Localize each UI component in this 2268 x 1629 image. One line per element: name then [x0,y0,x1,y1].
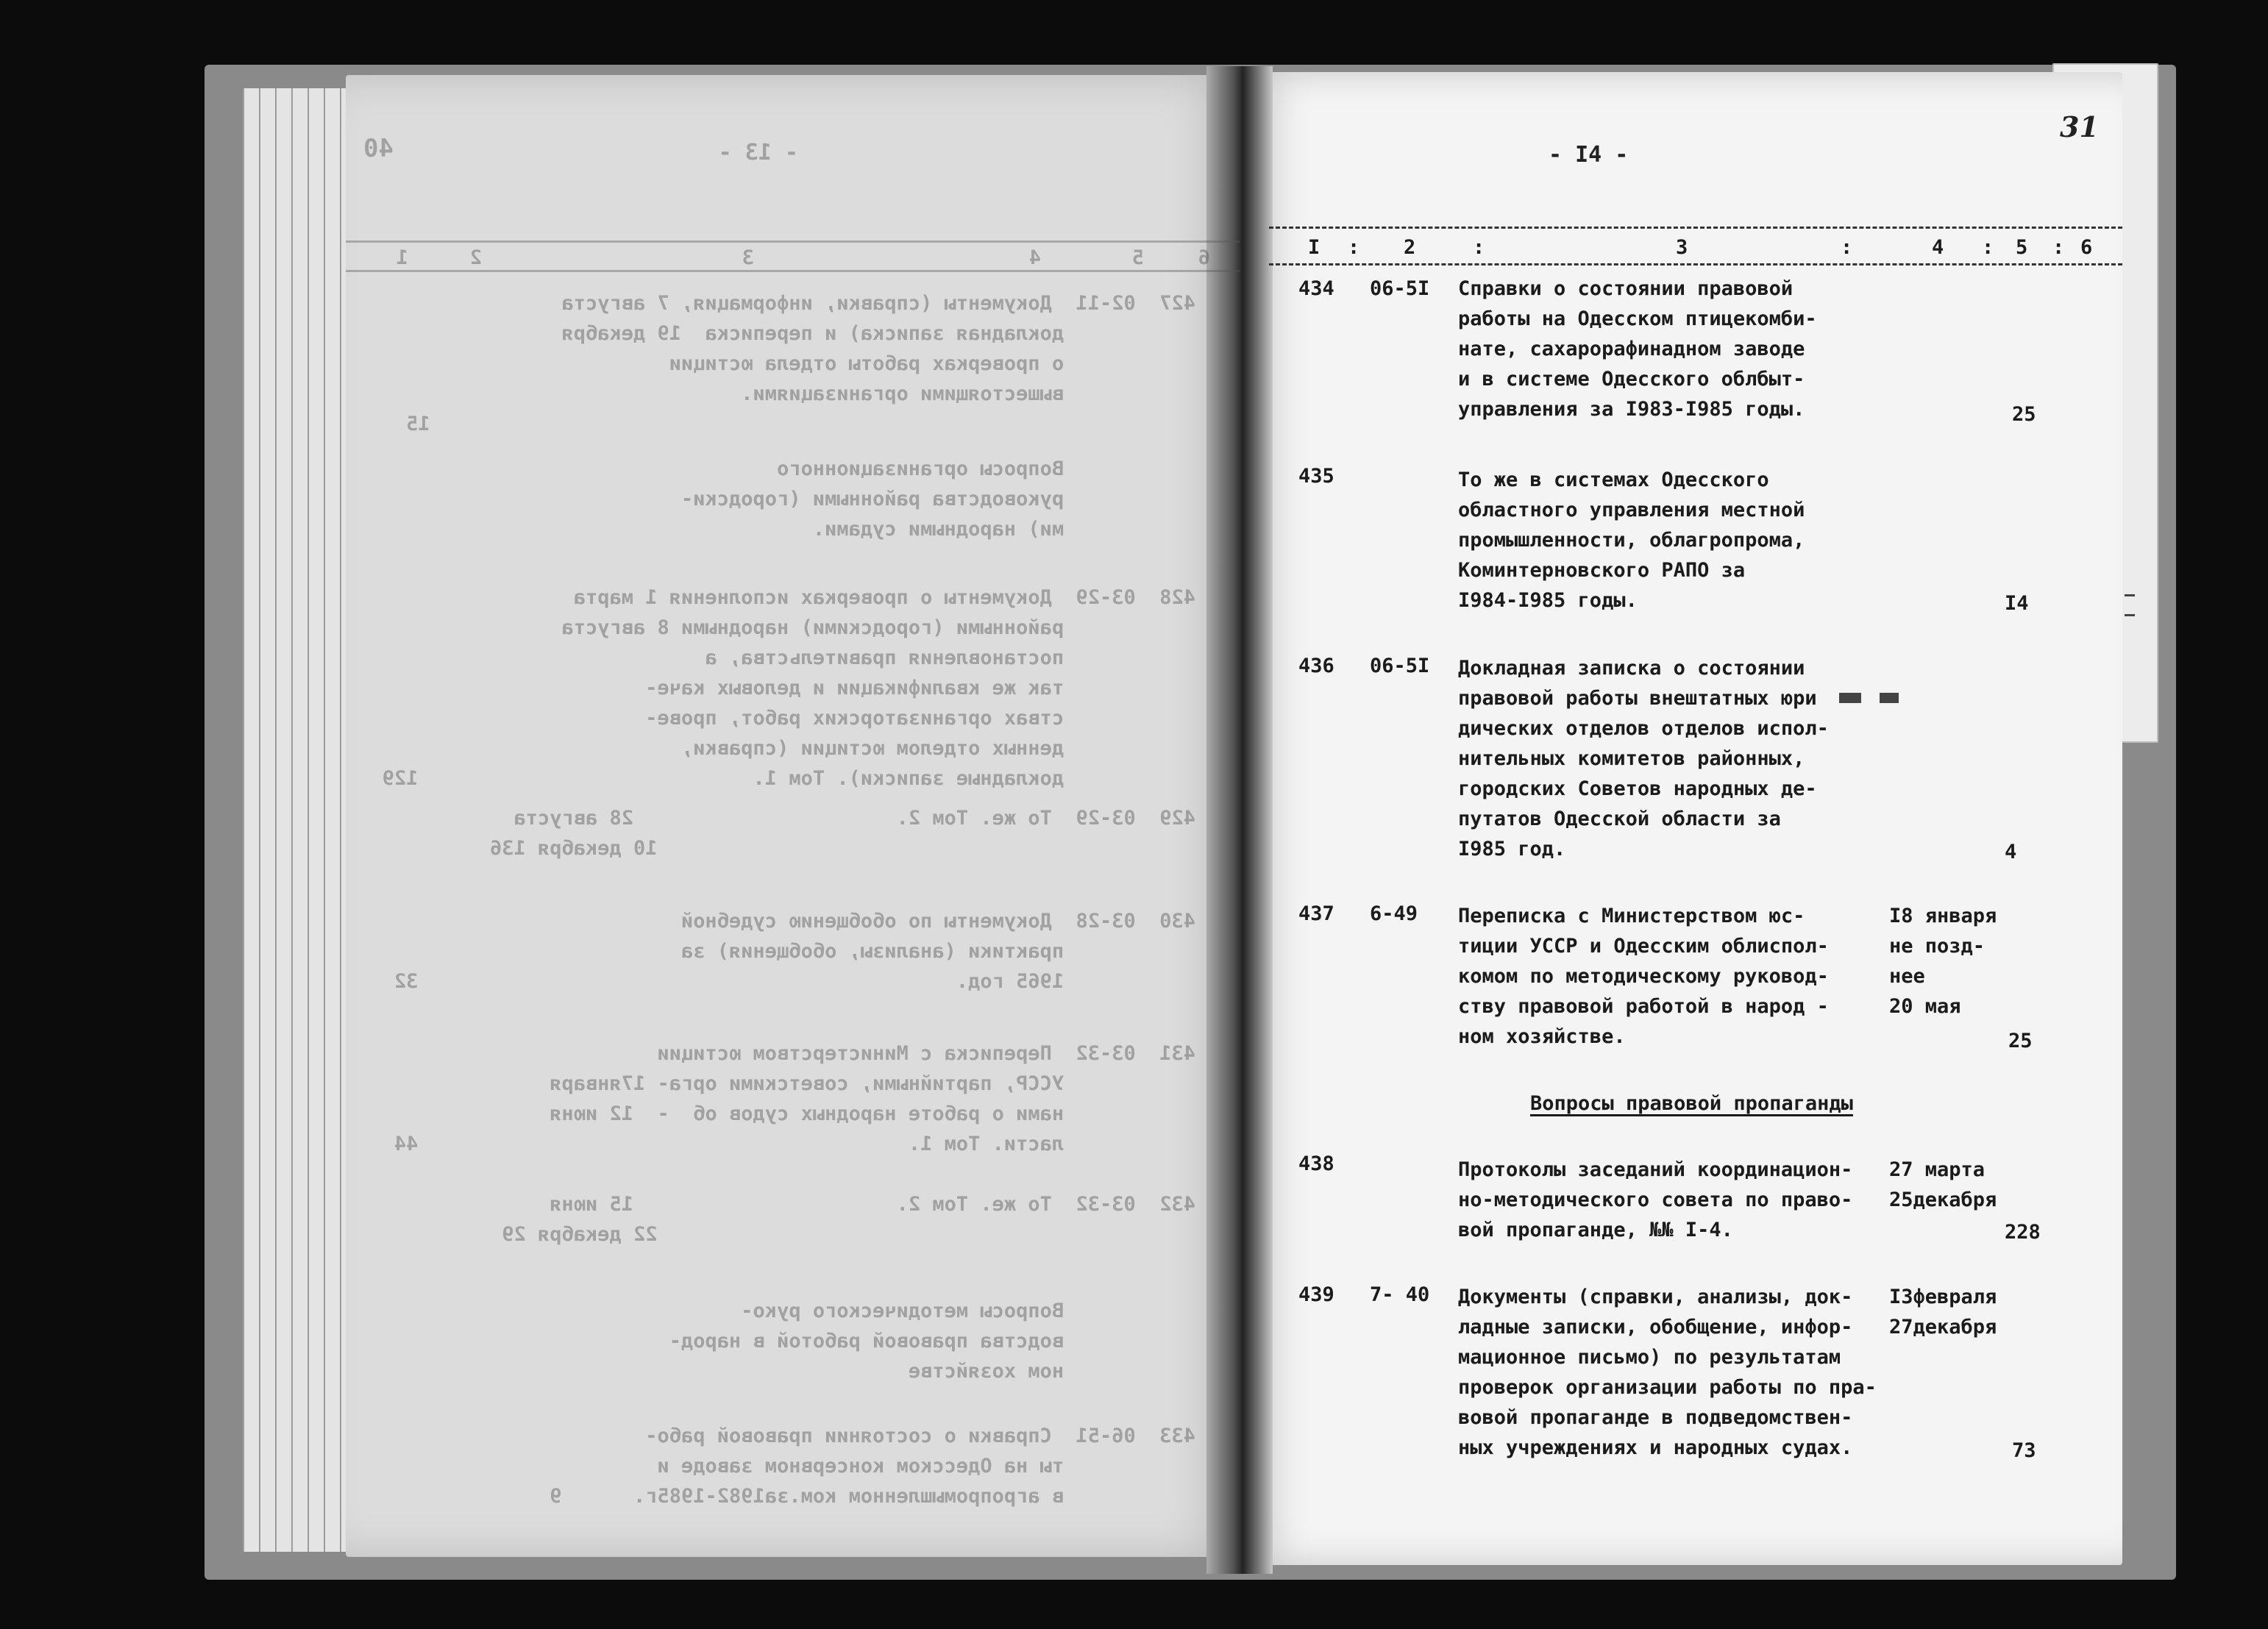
left-header-col-6: 6 [1198,246,1210,269]
entry-line: ству правовой работой в народ - [1458,995,1829,1018]
header-sep: : [2052,236,2065,259]
entry-line: нате, сахарорафинадном заводе [1458,338,1805,360]
header-sep: : [1841,236,1853,259]
entry-line: и в системе Одесского облбыт- [1458,368,1805,391]
entry-index: 06-5I [1370,655,1430,677]
entry-line: городских Советов народных де- [1458,777,1817,800]
entry-date: не позд- [1889,935,1986,958]
entry-line: То же в системах Одесского [1458,468,1769,491]
entry-number: 435 [1298,465,1334,488]
left-block: 429 03-29 То же. Том 2. 28 августа 10 декабря 136 [489,807,1195,860]
handwritten-folio-number: 31 [2060,110,2099,143]
header-col-4: 4 [1932,236,1944,259]
entry-line: ном хозяйстве. [1458,1025,1626,1048]
margin-tick [2125,614,2135,616]
entry-line: путатов Одесской области за [1458,808,1781,830]
entry-sheets: 73 [2012,1439,2036,1462]
left-header-col-4: 4 [1028,246,1041,269]
entry-line: Переписка с Министерством юс- [1458,905,1805,927]
header-top-rule [1269,227,2122,229]
entry-line: проверок организации работы по пра- [1458,1376,1877,1399]
header-sep: : [1982,236,1994,259]
left-block: 427 02-11 Документы (справки, информация, 7 августа докладная записка) и переписка 19 декабря о проверках работы отдела юстиции вышестоящими организациями. 15 [406,292,1195,435]
entry-index: 6-49 [1370,902,1418,925]
entry-index: 06-5I [1370,277,1430,300]
left-page-number: - 13 - [718,140,798,165]
entry-date: 27 марта [1889,1158,1986,1181]
entry-sheets: 25 [2012,403,2036,426]
header-col-3: 3 [1676,236,1688,259]
entry-date: 27декабря [1889,1316,1997,1339]
entry-line: промышленности, облагропрома, [1458,529,1805,552]
entry-date: 25декабря [1889,1188,1997,1211]
entry-line: тиции УССР и Одесским облиспол- [1458,935,1829,958]
entry-line: вой пропаганде, №№ I-4. [1458,1219,1733,1241]
entry-date: нее [1889,965,1925,988]
entry-line: I985 год. [1458,838,1566,860]
left-block: 428 03-29 Документы о проверках исполнения 1 марта районными (городскими) народными 8 августа постановления правительства, а так же квалификации и деловых каче- ствах организаторских работ, прове- денных отделом юстиции (справки, докладные записки). Том 1. 129 [382,586,1195,790]
entry-number: 437 [1298,902,1334,925]
header-bottom-rule [1269,263,2122,265]
ink-smudge [1839,693,1861,703]
left-header-col-1: 1 [396,246,408,269]
entry-line: правовой работы внештатных юри [1458,687,1817,710]
left-header-col-2: 2 [469,246,482,269]
left-block: 431 03-32 Переписка с Министерством юстиции УССР, партийными, советскими орга- 17января нами о работе народных судов об - 12 июня ласти. Том 1. 44 [394,1042,1195,1155]
entry-number: 439 [1298,1283,1334,1306]
section-heading: Вопросы правовой пропаганды [1530,1092,1853,1115]
header-col-5: 5 [2016,236,2028,259]
entry-number: 438 [1298,1152,1334,1175]
entry-line: ных учреждениях и народных судах. [1458,1436,1853,1459]
header-col-6: 6 [2080,236,2093,259]
entry-line: работы на Одесском птицекомби- [1458,307,1817,330]
left-block: 430 03-28 Документы по обобщению судебной практики (анализы, обобщения) за 1965 год. 32 [394,910,1195,993]
entry-sheets: I4 [2005,592,2029,615]
entry-date: I3февраля [1889,1286,1997,1308]
entry-number: 436 [1298,655,1334,677]
left-block: 433 06-51 Справки о состоянии правовой рабо- ты на Одесском консервном заводе и в агропромышленном ком.за1982-1985г. 9 [550,1425,1195,1508]
page-number: - I4 - [1549,142,1629,168]
entry-line: Коминтерновского РАПО за [1458,559,1746,582]
left-block: Вопросы организационного руководства районными (городски- ми) народными судами. [681,457,1064,541]
entry-line: Протоколы заседаний координацион- [1458,1158,1853,1181]
entry-line: вовой пропаганде в подведомствен- [1458,1406,1853,1429]
entry-index: 7- 40 [1370,1283,1430,1306]
entry-line: Документы (справки, анализы, док- [1458,1286,1853,1308]
header-sep: : [1473,236,1485,259]
header-col-2: 2 [1404,236,1416,259]
entry-line: I984-I985 годы. [1458,589,1638,612]
left-block: 432 03-32 То же. Том 2. 15 июня 22 декабря 29 [502,1193,1195,1246]
left-block: Вопросы методического руко- водства правовой работой в народ- ном хозяйстве [669,1300,1064,1383]
entry-line: Справки о состоянии правовой [1458,277,1794,300]
entry-line: дических отделов отделов испол- [1458,717,1829,740]
left-page-mirrored-text [346,75,1240,1557]
entry-line: мационное письмо) по результатам [1458,1346,1841,1369]
entry-line: областного управления местной [1458,499,1805,521]
entry-sheets: 25 [2008,1030,2033,1052]
left-header-col-5: 5 [1131,246,1144,269]
entry-date: 20 мая [1889,995,1961,1018]
entry-date: I8 января [1889,905,1997,927]
entry-sheets: 228 [2005,1221,2041,1244]
entry-number: 434 [1298,277,1334,300]
entry-line: Докладная записка о состоянии [1458,657,1805,680]
margin-tick [2125,594,2135,596]
entry-sheets: 4 [2005,841,2017,863]
header-col-1: I [1308,236,1320,259]
entry-line: управления за I983-I985 годы. [1458,398,1805,421]
entry-line: комом по методическому руковод- [1458,965,1829,988]
left-header-col-3: 3 [742,246,754,269]
entry-line: ладные записки, обобщение, инфор- [1458,1316,1853,1339]
ink-smudge [1880,693,1899,703]
header-sep: : [1348,236,1360,259]
entry-line: но-методического совета по право- [1458,1188,1853,1211]
entry-line: нительных комитетов районных, [1458,747,1805,770]
left-corner-mark: 40 [363,134,394,163]
